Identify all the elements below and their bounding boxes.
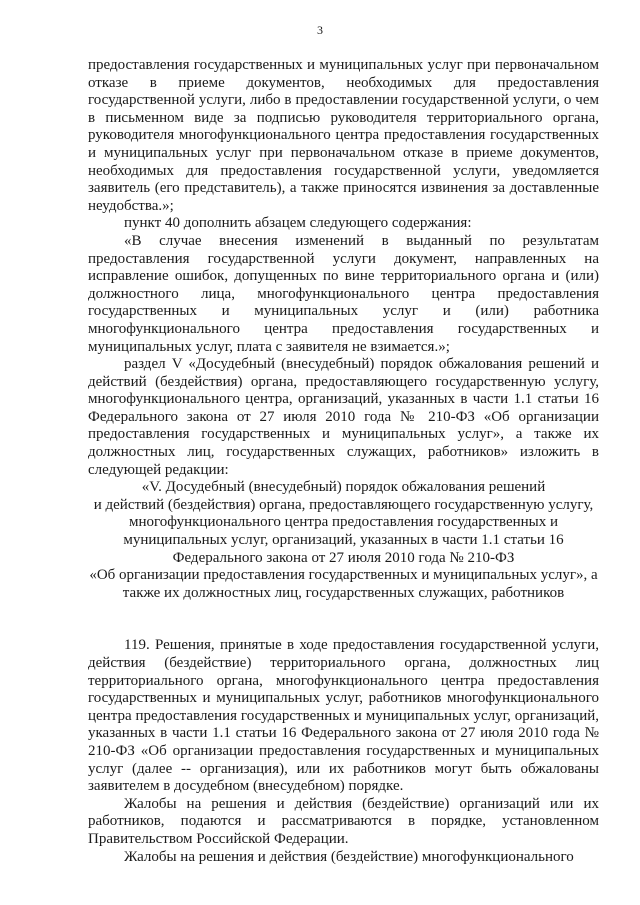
section-heading-line: «Об организации предоставления государственных и муниципальных услуг», а: [89, 567, 598, 584]
page-number: 3: [317, 23, 323, 37]
section-heading: [88, 479, 599, 602]
paragraph-continuation: предоставления государственных и муниципальных услуг при первоначальном отказе в приеме документов, необходимых для предоставления государственной услуги, либо в предоставлении государственной услуги, о чем в письменном виде за подписью руководителя территориального органа, руководителя многофункционального центра предоставления государственных и муниципальных услуг при первоначальном отказе в приеме документов, необходимых для предоставления государственной услуги, уведомляется заявитель (его представитель), а также приносятся извинения за доставленные неудобства.»;: [88, 57, 599, 214]
section-heading-line: Федерального закона от 27 июля 2010 года № 210-ФЗ: [172, 549, 515, 566]
section-heading-line: многофункционального центра предоставления государственных и: [128, 514, 559, 531]
document-body: [88, 57, 599, 866]
paragraph-complaints-organizations: Жалобы на решения и действия (бездействие) организаций или их работников, подаются и рассматриваются в порядке, установленном Правительством Российской Федерации.: [88, 795, 599, 847]
paragraph-complaints-mfc: Жалобы на решения и действия (бездействие) многофункционального: [124, 848, 574, 865]
paragraph-item-40: пункт 40 дополнить абзацем следующего содержания:: [124, 215, 472, 232]
section-heading-line: также их должностных лиц, государственных служащих, работников: [122, 584, 565, 601]
paragraph-quoted-addition: «В случае внесения изменений в выданный по результатам предоставления государственной услуги документ, направленных на исправление ошибок, допущенных по вине территориального органа и (или) должностного лица, многофункционального центра предоставления государственных и муниципальных услуг и (или) работника многофункционального центра предоставления государственных и муниципальных услуг, плата с заявителя не взимается.»;: [88, 232, 599, 355]
paragraph-119: 119. Решения, принятые в ходе предоставления государственной услуги, действия (бездействие) территориального органа, должностных лиц территориального органа, многофункционального центра предоставления государственных и муниципальных услуг, работников многофункционального центра предоставления государственных и муниципальных услуг, организаций, указанных в части 1.1 статьи 16 Федерального закона от 27 июля 2010 года № 210-ФЗ «Об организации предоставления государственных и муниципальных услуг (далее -- организация), или их работников могут быть обжалованы заявителем в досудебном (внесудебном) порядке.: [88, 637, 599, 795]
section-heading-line: «V. Досудебный (внесудебный) порядок обжалования решений: [141, 479, 546, 496]
paragraph-section-v-intro: раздел V «Досудебный (внесудебный) порядок обжалования решений и действий (бездействия) органа, предоставляющего государственную услугу, многофункционального центра, организаций, указанных в части 1.1 статьи 16 Федерального закона от 27 июля 2010 года № 210-ФЗ «Об организации предоставления государственных и муниципальных услуг», а также их должностных лиц, государственных служащих, работников» изложить в следующей редакции:: [88, 356, 599, 478]
section-heading-line: и действий (бездействия) органа, предоставляющего государственную услугу,: [93, 496, 594, 513]
section-heading-line: муниципальных услуг, организаций, указанных в части 1.1 статьи 16: [123, 532, 564, 549]
